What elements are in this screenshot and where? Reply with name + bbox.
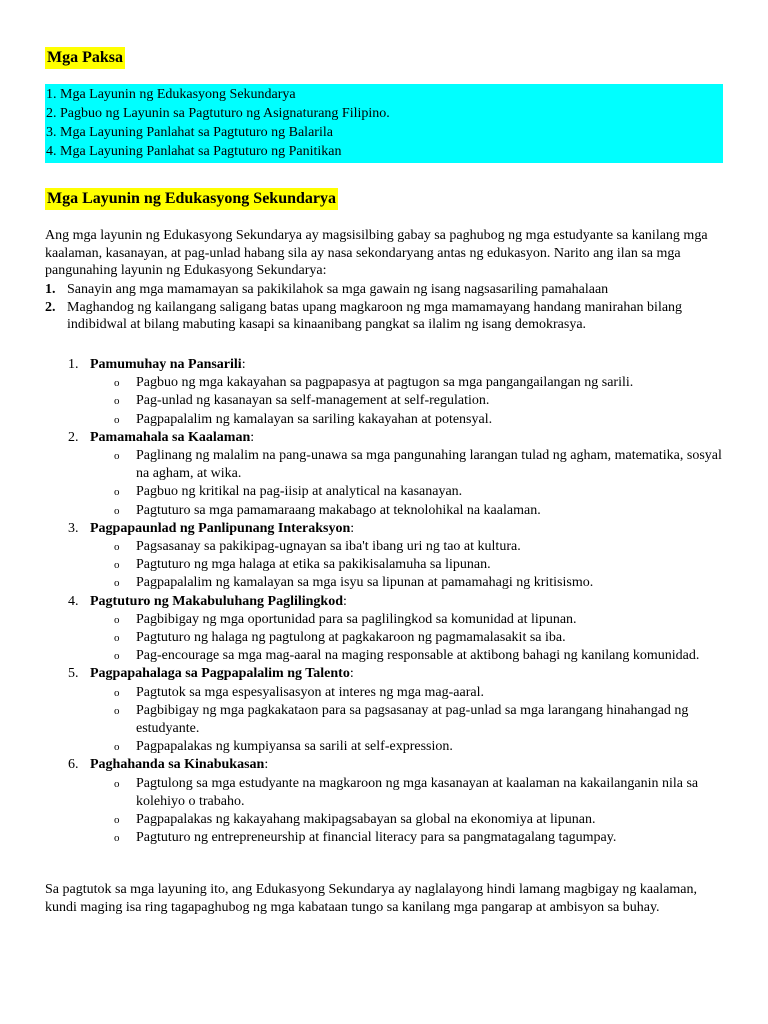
objective-subitem-text: Pagtuturo ng halaga ng pagtulong at pagkakaroon ng pagmamalasakit sa iba. [136,630,566,646]
goal-item [45,281,735,299]
objective-item [68,756,728,774]
circle-bullet-icon: o [114,377,120,390]
goal-text: Maghandog ng kailangang saligang batas upang magkaroon ng mga mamamayang handang manirahan bilang indibidwal at bilang mabuting kasapi sa kinaanibang pangkat sa ilalim ng isang demokrasya. [67,299,683,332]
objective-subitem-text: Paglinang ng malalim na pang-unawa sa mga pangunahing larangan tulad ng agham, matematika, sosyal na agham, at wika. [136,448,722,482]
objective-subitem [68,502,728,520]
objective-title: Pagpapahalaga sa Pagpapalalim ng Talento [90,666,350,682]
objective-colon: : [264,757,269,773]
intro-paragraph: Ang mga layunin ng Edukasyong Sekundarya ay magsisilbing gabay sa paghubog ng mga estudyante sa kanilang mga kaalaman, kasanayan, at pag-unlad habang sila ay nasa sekondaryang antas ng edukasyon. Narito ang ilan sa mga pangunahing layunin ng Edukasyong Sekundarya: [45,228,708,278]
objective-subitem-text: Pagbibigay ng mga pagkakataon para sa pagsasanay at pag-unlad sa mga larangang hinahangad ng estudyante. [136,702,689,737]
objective-subitem-text: Pagsasanay sa pakikipag-ugnayan sa iba't ibang uri ng tao at kultura. [136,539,521,555]
circle-bullet-icon: o [114,832,120,845]
numbered-goal-list [45,281,735,334]
goal-text: Sanayin ang mga mamamayan sa pakikilahok sa mga gawain ng isang nagsasariling pamahalaan [67,282,609,297]
goal-number: 1. [45,282,56,297]
topic-item: 4. Mga Layuning Panlahat sa Pagtuturo ng Panitikan [46,144,342,159]
objective-header [68,593,728,611]
objective-number: 3. [68,520,79,536]
objective-number: 4. [68,593,79,609]
objective-subitem-text: Pagpapalakas ng kumpiyansa sa sarili at self-expression. [136,739,453,755]
objective-subitem-text: Pagtuturo sa mga pamamaraang makabago at teknolohikal na kaalaman. [136,502,541,518]
circle-bullet-icon: o [114,704,120,717]
objective-subitem [68,374,728,392]
objective-subitem-text: Pagtuturo ng mga halaga at etika sa pakikisalamuha sa lipunan. [136,557,491,573]
objective-colon: : [250,429,255,445]
circle-bullet-icon: o [114,814,120,827]
objective-item [68,520,728,538]
circle-bullet-icon: o [114,395,120,408]
objective-subitem-text: Pag-unlad ng kasanayan sa self-management at self-regulation. [136,393,490,409]
objectives-list [68,356,728,847]
objective-subitem [68,574,728,592]
topic-item: 1. Mga Layunin ng Edukasyong Sekundarya [46,87,296,102]
objective-header [68,520,728,538]
objective-subitem-text: Pagtuturo ng entrepreneurship at financial literacy para sa pangmatagalang tagumpay. [136,830,617,846]
objective-subitem-text: Pagpapalakas ng kakayahang makipagsabayan sa global na ekonomiya at lipunan. [136,812,596,828]
circle-bullet-icon: o [114,577,120,590]
objective-subitem-text: Pagpapalalim ng kamalayan sa mga isyu sa lipunan at pamamahagi ng kritisismo. [136,575,594,591]
objective-subitem [68,829,728,847]
objective-subitem [68,629,728,647]
objective-item [68,429,728,447]
objective-title: Pamamahala sa Kaalaman [90,429,251,445]
circle-bullet-icon: o [114,650,120,663]
closing-paragraph: Sa pagtutok sa mga layuning ito, ang Edukasyong Sekundarya ay naglalayong hindi lamang magbigay ng kaalaman, kundi maging isa ring tagapaghubog ng mga kabataan tungo sa kanilang mga pangarap at ambisyon sa buhay. [45,882,698,915]
objective-subitem [68,392,728,410]
circle-bullet-icon: o [114,541,120,554]
objective-subitem-text: Pagtutok sa mga espesyalisasyon at interes ng mga mag-aaral. [136,684,484,700]
circle-bullet-icon: o [114,686,120,699]
objective-number: 6. [68,757,79,773]
objective-subitem-text: Pagbibigay ng mga oportunidad para sa paglilingkod sa komunidad at lipunan. [136,611,577,627]
objective-title: Paghahanda sa Kinabukasan [90,757,265,773]
topic-item: 2. Pagbuo ng Layunin sa Pagtuturo ng Asignaturang Filipino. [46,106,390,121]
circle-bullet-icon: o [114,450,120,463]
objective-colon: : [241,357,246,372]
objective-subitem-text: Pagbuo ng kritikal na pag-iisip at analytical na kasanayan. [136,484,463,500]
goal-number: 2. [45,299,56,315]
objective-number: 5. [68,666,79,682]
objective-subitem [68,647,728,665]
objective-title: Pagpapaunlad ng Panlipunang Interaksyon [90,520,351,536]
circle-bullet-icon: o [114,632,120,645]
objective-subitem [68,411,728,429]
topic-item: 3. Mga Layuning Panlahat sa Pagtuturo ng Balarila [46,125,333,140]
objective-number: 1. [68,357,79,372]
objective-item [68,356,728,374]
goal-item [45,299,735,334]
objective-header [68,356,728,374]
objective-subitem [68,702,728,738]
objective-colon: : [342,593,347,609]
topics-heading: Mga Paksa [45,47,125,69]
objective-number: 2. [68,429,79,445]
objective-subitem [68,811,728,829]
circle-bullet-icon: o [114,504,120,517]
objective-subitem [68,611,728,629]
objective-header [68,665,728,683]
objective-subitem-text: Pagpapalalim ng kamalayan sa sariling kakayahan at potensyal. [136,411,493,427]
objective-subitem-text: Pag-encourage sa mga mag-aaral na maging responsable at aktibong bahagi ng kanilang komunidad. [136,648,700,664]
circle-bullet-icon: o [114,741,120,754]
objective-title: Pagtuturo ng Makabuluhang Paglilingkod [90,593,343,609]
objective-subitem [68,483,728,501]
objective-subitem [68,556,728,574]
objective-title: Pamumuhay na Pansarili [90,357,242,372]
topics-list [45,84,723,163]
circle-bullet-icon: o [114,559,120,572]
circle-bullet-icon: o [114,613,120,626]
objective-subitem [68,684,728,702]
objective-colon: : [350,520,355,536]
objective-subitem-text: Pagtulong sa mga estudyante na magkaroon ng mga kasanayan at kaalaman na kakailanganin nila sa kolehiyo o trabaho. [136,775,699,809]
objective-subitem [68,775,728,811]
circle-bullet-icon: o [114,777,120,790]
circle-bullet-icon: o [114,413,120,426]
objective-colon: : [349,666,354,682]
objective-item [68,665,728,683]
objective-item [68,593,728,611]
circle-bullet-icon: o [114,486,120,499]
objective-header [68,429,728,447]
objective-subitem-text: Pagbuo ng mga kakayahan sa pagpapasya at pagtugon sa mga pangangailangan ng sarili. [136,375,634,391]
objective-subitem [68,447,728,483]
objective-subitem [68,738,728,756]
objective-subitem [68,538,728,556]
objective-header [68,756,728,774]
section-heading: Mga Layunin ng Edukasyong Sekundarya [45,188,338,210]
